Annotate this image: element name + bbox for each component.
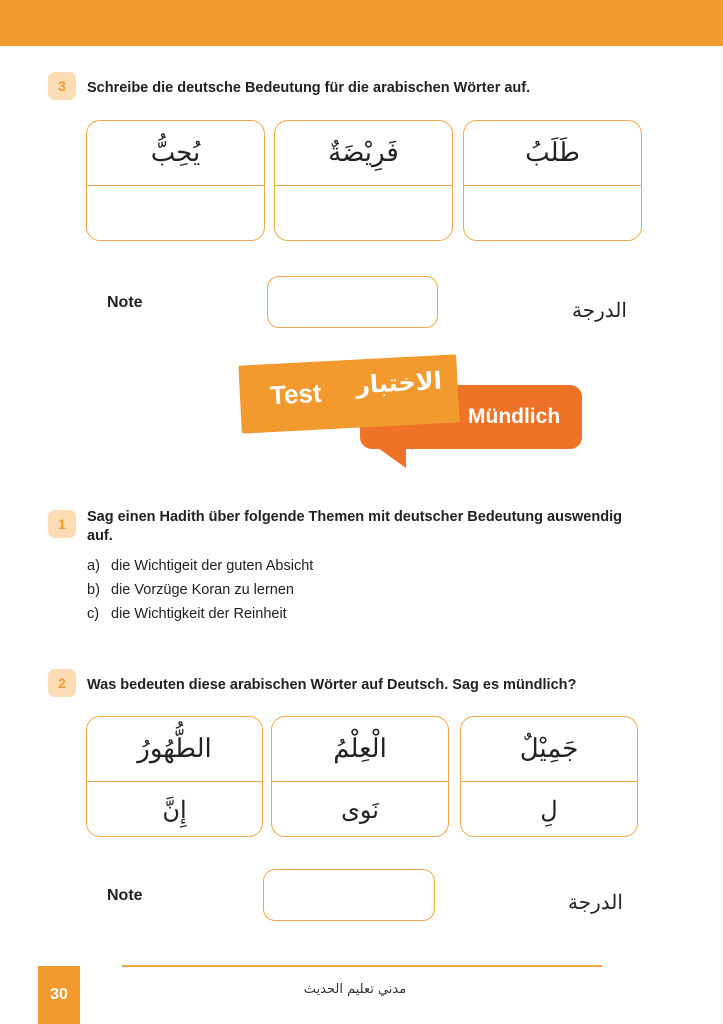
vocab-card-2-bottom: نَوى: [341, 796, 379, 824]
word-card-1-answer-area[interactable]: [87, 188, 264, 240]
list-item-a-letter: a): [87, 558, 100, 574]
note-label-1: Note: [107, 294, 143, 311]
word-card-3: [463, 120, 642, 241]
list-item-a: [87, 558, 313, 574]
vocab-card-3: [460, 716, 638, 837]
banner-test-label: Test: [269, 377, 323, 411]
footer-book-title: مدني تعليم الحديث: [303, 982, 407, 997]
list-item-a-text: die Wichtigeit der guten Absicht: [111, 558, 314, 574]
grade-box-2[interactable]: [263, 869, 435, 921]
list-item-c-text: die Wichtigkeit der Reinheit: [111, 606, 287, 622]
vocab-card-1-top: الطُّهُورُ: [87, 717, 262, 782]
list-item-b: [87, 582, 294, 598]
banner-muendlich-label: Mündlich: [468, 405, 561, 428]
banner-arabic-label: الاختبار: [355, 366, 443, 400]
list-item-c-letter: c): [87, 606, 100, 622]
word-card-2-arabic: فَرِيْضَةٌ: [275, 121, 452, 186]
word-card-3-arabic: طَلَبُ: [464, 121, 641, 186]
vocab-card-3-bottom: لِ: [540, 796, 558, 824]
vocab-card-1: [86, 716, 263, 837]
page-number: 30: [38, 966, 80, 1024]
section-3-number: 3: [48, 72, 76, 100]
section-2-number: 2: [48, 669, 76, 697]
word-card-1-arabic: يُحِبُّ: [87, 121, 264, 186]
vocab-card-2: [271, 716, 449, 837]
footer-divider: [122, 965, 602, 967]
grade-box-1[interactable]: [267, 276, 438, 328]
list-item-c: [87, 606, 287, 622]
section-2-heading: Was bedeuten diese arabischen Wörter auf Deutsch. Sag es mündlich?: [87, 677, 577, 693]
list-item-b-text: die Vorzüge Koran zu lernen: [111, 582, 294, 598]
vocab-card-1-bottom: إِنَّ: [162, 796, 187, 824]
list-item-b-letter: b): [87, 582, 100, 598]
word-card-2: [274, 120, 453, 241]
vocab-card-3-top: جَمِيْلٌ: [461, 717, 637, 782]
grade-arabic-label-2: الدرجة: [568, 890, 623, 914]
vocab-card-2-top: الْعِلْمُ: [272, 717, 448, 782]
top-header-bar: [0, 0, 723, 46]
section-3-heading: Schreibe die deutsche Bedeutung für die arabischen Wörter auf.: [87, 80, 531, 96]
note-label-2: Note: [107, 887, 143, 904]
word-card-3-answer-area[interactable]: [464, 188, 641, 240]
banner-speech-tail: [378, 448, 406, 468]
word-card-1: [86, 120, 265, 241]
section-1-number: 1: [48, 510, 76, 538]
word-card-2-answer-area[interactable]: [275, 188, 452, 240]
section-1-heading-line-2: auf.: [87, 528, 113, 544]
section-1-heading-line-1: Sag einen Hadith über folgende Themen mit deutscher Bedeutung auswendig: [87, 509, 622, 525]
grade-arabic-label-1: الدرجة: [572, 298, 627, 322]
